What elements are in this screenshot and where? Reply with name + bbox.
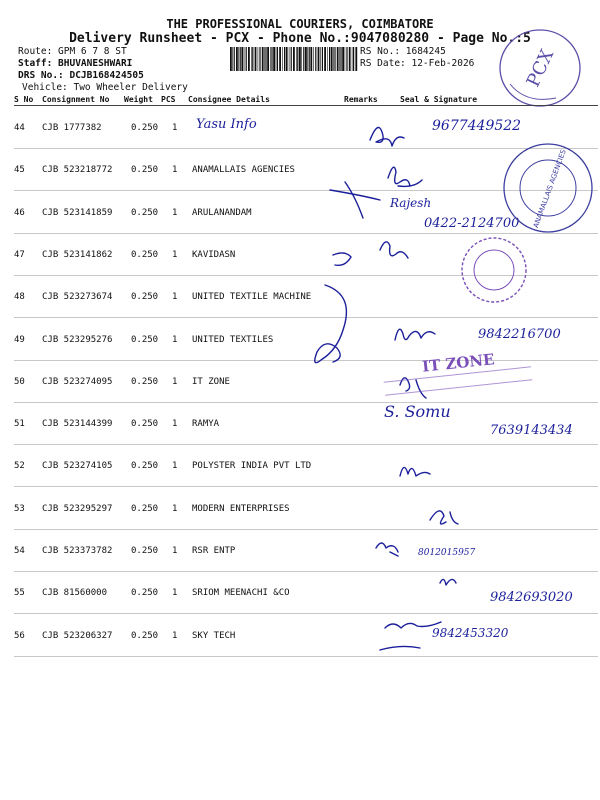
- row-pcs: 1: [172, 207, 178, 218]
- runsheet-title: Delivery Runsheet - PCX - Phone No.:9047080280 - Page No.:5: [69, 31, 531, 46]
- handwritten-phone-49: 9842216700: [478, 327, 561, 342]
- row-pcs: 1: [172, 588, 178, 599]
- row-consignee: ANAMALLAIS AGENCIES: [192, 165, 295, 176]
- row-sno: 53: [14, 503, 25, 514]
- row-pcs: 1: [172, 292, 178, 303]
- row-sno: 49: [14, 334, 25, 345]
- row-consignment: CJB 523274095: [42, 376, 113, 387]
- row-weight: 0.250: [131, 588, 159, 599]
- row-consignment: CJB 523206327: [42, 630, 113, 641]
- row-weight: 0.250: [131, 165, 159, 176]
- row-weight: 0.250: [131, 546, 159, 556]
- row-pcs: 1: [172, 546, 178, 556]
- handwritten-phone-54: 8012015957: [418, 548, 476, 558]
- company-seal-icon: [458, 234, 530, 306]
- row-consignee: POLYSTER INDIA PVT LTD: [192, 461, 312, 472]
- row-sno: 51: [14, 419, 25, 430]
- col-remarks: Remarks: [344, 95, 378, 104]
- handwritten-phone-46: 0422-2124700: [424, 216, 520, 231]
- row-pcs: 1: [172, 334, 178, 345]
- row-sno: 48: [14, 292, 25, 303]
- row-consignee: RAMYA: [192, 419, 220, 430]
- row-sno: 52: [14, 461, 25, 472]
- row-sno: 50: [14, 376, 25, 387]
- anamallais-stamp-icon: [500, 140, 596, 236]
- row-consignment: CJB 523295297: [42, 503, 113, 514]
- col-consignment: Consignment No: [42, 95, 110, 104]
- row-pcs: 1: [172, 249, 178, 260]
- row-weight: 0.250: [131, 419, 159, 430]
- row-pcs: 1: [172, 165, 178, 176]
- row-consignment: CJB 1777382: [42, 123, 102, 133]
- row-weight: 0.250: [131, 292, 159, 303]
- row-consignee: KAVIDASN: [192, 249, 236, 260]
- handwritten-name-51: S. Somu: [384, 402, 451, 421]
- handwritten-phone-55: 9842693020: [490, 590, 573, 605]
- rs-date: RS Date: 12-Feb-2026: [360, 58, 475, 69]
- row-consignment: CJB 523273674: [42, 292, 113, 303]
- handwritten-phone-51: 7639143434: [490, 423, 573, 438]
- col-consignee: Consignee Details: [188, 95, 270, 104]
- row-consignee: SRIOM MEENACHI &CO: [192, 588, 290, 599]
- drs-number: DRS No.: DCJB168424505: [18, 70, 144, 81]
- row-consignee: RSR ENTP: [192, 546, 236, 556]
- row-sno: 45: [14, 165, 25, 176]
- col-seal: Seal & Signature: [400, 95, 478, 104]
- col-weight: Weight: [124, 95, 153, 104]
- row-sno: 56: [14, 630, 25, 641]
- row-sno: 44: [14, 123, 25, 133]
- col-pcs: PCS: [161, 95, 176, 104]
- row-consignee: UNITED TEXTILE MACHINE: [192, 292, 312, 303]
- handwritten-name-46: Rajesh: [390, 196, 432, 210]
- row-consignment: CJB 81560000: [42, 588, 108, 599]
- row-weight: 0.250: [131, 249, 159, 260]
- row-consignment: CJB 523218772: [42, 165, 113, 176]
- row-consignment: CJB 523373782: [42, 546, 113, 556]
- row-weight: 0.250: [131, 503, 159, 514]
- row-weight: 0.250: [131, 461, 159, 472]
- col-sno: S No: [14, 95, 34, 104]
- handwritten-name-44: Yasu Info: [196, 117, 257, 132]
- itzone-stamp-text: IT ZONE: [421, 350, 496, 376]
- row-consignee: UNITED TEXTILES: [192, 334, 274, 345]
- row-sno: 54: [14, 546, 25, 556]
- row-sno: 55: [14, 588, 25, 599]
- route-info: Route: GPM 6 7 8 ST: [18, 46, 127, 57]
- row-consignee: IT ZONE: [192, 376, 230, 387]
- row-sno: 46: [14, 207, 25, 218]
- row-pcs: 1: [172, 376, 178, 387]
- row-pcs: 1: [172, 630, 178, 641]
- row-pcs: 1: [172, 503, 178, 514]
- row-consignee: MODERN ENTERPRISES: [192, 503, 290, 514]
- row-pcs: 1: [172, 419, 178, 430]
- row-consignment: CJB 523274105: [42, 461, 113, 472]
- row-weight: 0.250: [131, 630, 159, 641]
- row-weight: 0.250: [131, 376, 159, 387]
- row-consignee: ARULANANDAM: [192, 207, 252, 218]
- row-weight: 0.250: [131, 123, 159, 133]
- anamallais-stamp-text: ANAMALLAIS AGENCIES: [531, 148, 568, 229]
- row-weight: 0.250: [131, 207, 159, 218]
- row-weight: 0.250: [131, 334, 159, 345]
- row-consignment: CJB 523141859: [42, 207, 113, 218]
- itzone-stamp-icon: [384, 350, 534, 402]
- row-consignment: CJB 523295276: [42, 334, 113, 345]
- staff-info: Staff: BHUVANESHWARI: [18, 58, 133, 69]
- row-consignee: SKY TECH: [192, 630, 236, 641]
- rs-number: RS No.: 1684245: [360, 46, 446, 57]
- row-pcs: 1: [172, 461, 178, 472]
- company-name: THE PROFESSIONAL COURIERS, COIMBATORE: [166, 17, 434, 31]
- row-pcs: 1: [172, 123, 178, 133]
- handwritten-phone-56: 9842453320: [432, 626, 509, 640]
- row-consignment: CJB 523141862: [42, 249, 113, 260]
- row-sno: 47: [14, 249, 25, 260]
- pcx-stamp-text: PCX: [522, 46, 559, 91]
- vehicle-info: Vehicle: Two Wheeler Delivery: [22, 82, 188, 93]
- handwritten-phone-44: 9677449522: [432, 118, 522, 134]
- row-consignment: CJB 523144399: [42, 419, 113, 430]
